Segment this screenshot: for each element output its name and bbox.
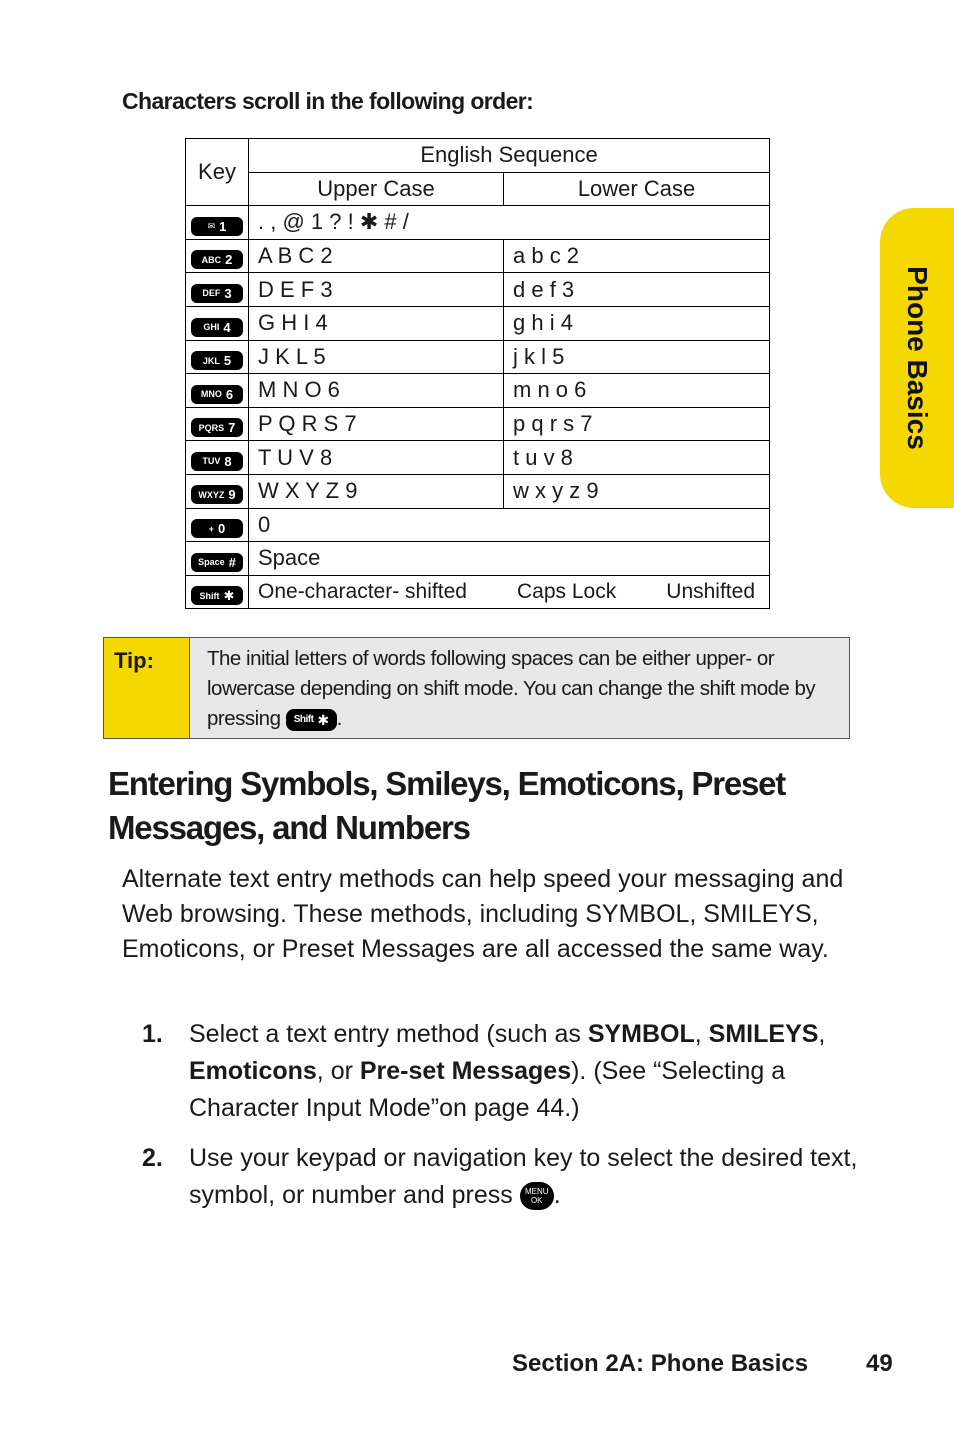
step-1	[142, 1016, 862, 1127]
sequence-cell: . , @ 1 ? ! ✱ # /	[249, 206, 770, 240]
page-number: 49	[866, 1350, 893, 1377]
lower-case-header: Lower Case	[504, 172, 770, 206]
sequence-cell: 0	[249, 508, 770, 542]
step-number: 2.	[142, 1144, 163, 1172]
keypad-key-icon: ✉ 1	[191, 217, 243, 236]
intro-paragraph: Alternate text entry methods can help speed your messaging and Web browsing. These methods, including SYMBOL, SMILEYS, Emoticons, or Preset Messages are all accessed the same way.	[122, 865, 844, 963]
table-row	[186, 239, 770, 273]
table-row	[186, 441, 770, 475]
table-row	[186, 575, 770, 609]
table-row	[186, 206, 770, 240]
upper-case-cell: G H I 4	[249, 306, 504, 340]
key-cell	[186, 306, 249, 340]
lower-case-cell: d e f 3	[504, 273, 770, 307]
shift-mode-label: Caps Lock	[517, 580, 617, 604]
table-row	[186, 273, 770, 307]
shift-mode-label: Unshifted	[666, 580, 755, 604]
menu-ok-key-icon: MENU OK	[520, 1182, 554, 1210]
lower-case-cell: g h i 4	[504, 306, 770, 340]
table-row	[186, 374, 770, 408]
upper-case-cell: P Q R S 7	[249, 407, 504, 441]
lower-case-cell: j k l 5	[504, 340, 770, 374]
keypad-key-icon: GHI 4	[191, 318, 243, 337]
shift-modes-cell	[249, 575, 770, 609]
key-cell	[186, 542, 249, 576]
step-text: Use your keypad or navigation key to select the desired text, symbol, or number and press MENU OK .	[189, 1144, 858, 1209]
side-tab-label: Phone Basics	[902, 266, 933, 450]
keypad-key-icon: Space #	[191, 553, 243, 572]
key-cell	[186, 273, 249, 307]
keypad-key-icon: Shift ✱	[191, 586, 243, 605]
key-cell	[186, 340, 249, 374]
table-subheader-row	[186, 172, 770, 206]
tip-text: The initial letters of words following spaces can be either upper- or lowercase depending on shift mode. You can change the shift mode by pressing Shift ✱ .	[207, 647, 816, 730]
lower-case-cell: a b c 2	[504, 239, 770, 273]
key-cell	[186, 239, 249, 273]
key-cell	[186, 374, 249, 408]
table-row	[186, 542, 770, 576]
key-header: Key	[186, 139, 249, 206]
table-row	[186, 407, 770, 441]
key-cell	[186, 575, 249, 609]
keypad-key-icon: ABC 2	[191, 250, 243, 269]
shift-mode-label: One-character- shifted	[258, 580, 467, 604]
table-caption: Characters scroll in the following order:	[122, 88, 534, 114]
table-row	[186, 340, 770, 374]
table-row	[186, 474, 770, 508]
lower-case-cell: p q r s 7	[504, 407, 770, 441]
upper-case-cell: T U V 8	[249, 441, 504, 475]
lower-case-cell: w x y z 9	[504, 474, 770, 508]
section-heading: Entering Symbols, Smileys, Emoticons, Preset Messages, and Numbers	[108, 765, 786, 846]
step-text: Select a text entry method (such as SYMBOL, SMILEYS, Emoticons, or Pre-set Messages). (See “Selecting a Character Input Mode”on page 44.)	[189, 1020, 826, 1122]
tip-body: The initial letters of words following spaces can be either upper- or lowercase depending on shift mode. You can change the shift mode by pressing	[207, 647, 816, 730]
sequence-header: English Sequence	[249, 139, 770, 173]
tip-box	[103, 637, 850, 739]
lower-case-cell: m n o 6	[504, 374, 770, 408]
key-cell	[186, 508, 249, 542]
keypad-key-icon: WXYZ 9	[191, 485, 243, 504]
upper-case-cell: D E F 3	[249, 273, 504, 307]
keypad-key-icon: + 0	[191, 519, 243, 538]
upper-case-cell: M N O 6	[249, 374, 504, 408]
key-cell	[186, 407, 249, 441]
key-cell	[186, 441, 249, 475]
table-row	[186, 306, 770, 340]
step-2	[142, 1140, 862, 1214]
keypad-key-icon: PQRS 7	[191, 418, 243, 437]
key-cell	[186, 206, 249, 240]
upper-case-cell: J K L 5	[249, 340, 504, 374]
sequence-cell: Space	[249, 542, 770, 576]
character-table	[185, 138, 770, 609]
lower-case-cell: t u v 8	[504, 441, 770, 475]
keypad-key-icon: MNO 6	[191, 385, 243, 404]
shift-key-icon: Shift ✱	[286, 709, 337, 731]
keypad-key-icon: TUV 8	[191, 452, 243, 471]
key-cell	[186, 474, 249, 508]
footer-section-title: Section 2A: Phone Basics	[512, 1350, 809, 1377]
step-number: 1.	[142, 1020, 163, 1048]
keypad-key-icon: DEF 3	[191, 284, 243, 303]
upper-case-cell: A B C 2	[249, 239, 504, 273]
keypad-key-icon: JKL 5	[191, 351, 243, 370]
side-tab	[880, 208, 954, 508]
table-header-row	[186, 139, 770, 173]
table-row	[186, 508, 770, 542]
tip-label: Tip:	[104, 638, 190, 738]
upper-case-header: Upper Case	[249, 172, 504, 206]
upper-case-cell: W X Y Z 9	[249, 474, 504, 508]
